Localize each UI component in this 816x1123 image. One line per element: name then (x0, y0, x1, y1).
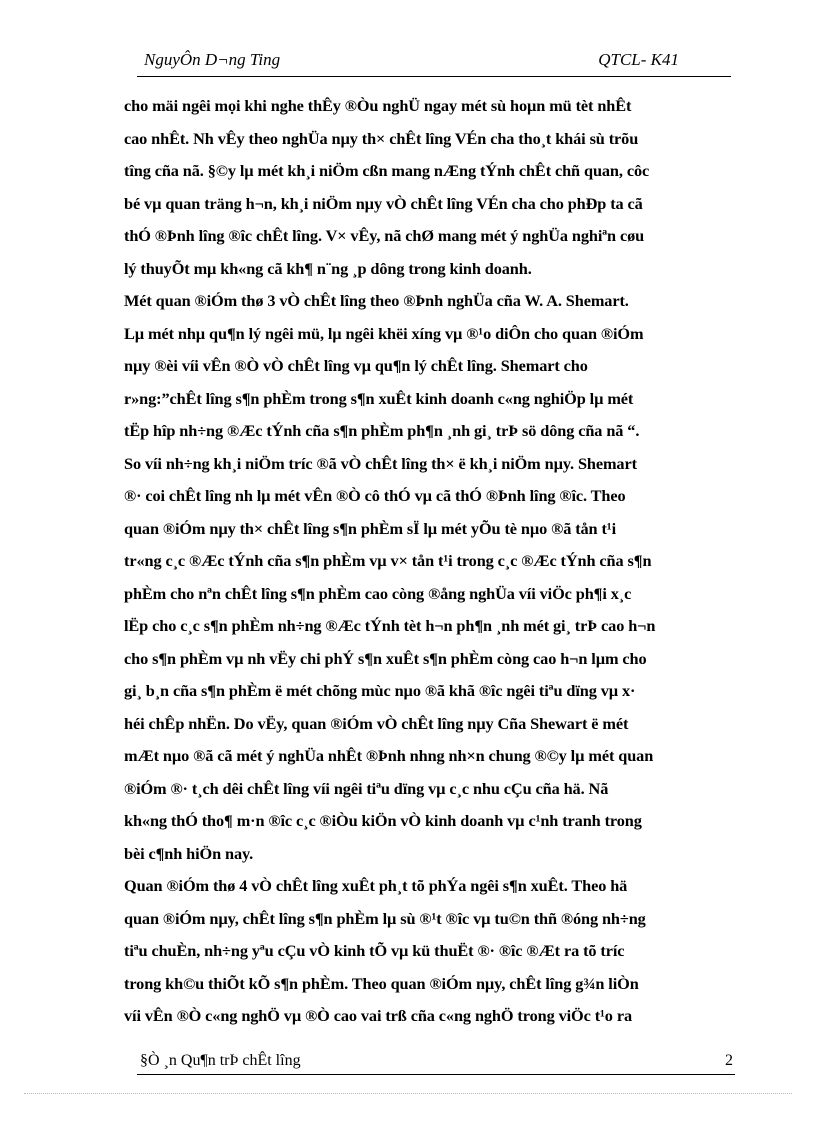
text-line: tîng cña nã. §©y lµ mét kh¸i niÖm cßn mang nÆng tÝnh chÊt chñ quan, côc (124, 161, 650, 180)
text-line: bèi c¶nh hiÖn nay. (124, 843, 254, 863)
text-line: So víi nh÷ng kh¸i niÖm tríc ®ã vÒ chÊt lîng th× ë kh¸i niÖm nµy. Shemart (124, 453, 637, 473)
text-line: víi vÊn ®Ò c«ng nghÖ vµ ®Ò cao vai trß cña c«ng nghÖ trong viÖc t¹o ra (124, 1006, 632, 1025)
page-header (137, 48, 731, 77)
text-line: lý thuyÕt mµ kh«ng cã kh¶ n¨ng ¸p dông trong kinh doanh. (124, 258, 532, 278)
text-line: r»ng:”chÊt lîng s¶n phÈm trong s¶n xuÊt kinh doanh c«ng nghiÖp lµ mét (124, 388, 634, 408)
text-line: phÈm cho nªn chÊt lîng s¶n phÈm cao còng ®ång nghÜa víi viÖc ph¶i x¸c (124, 583, 632, 603)
text-line: Lµ mét nhµ qu¶n lý ngêi mü, lµ ngêi khëi xíng vµ ®¹o diÔn cho quan ®iÓm (124, 323, 644, 343)
text-line: cao nhÊt. Nh vÊy theo nghÜa nµy th× chÊt lîng VÉn cha tho¸t khái sù trõu (124, 128, 639, 148)
text-line: tiªu chuÈn, nh÷ng yªu cÇu vÒ kinh tÕ vµ kü thuËt ®· ®îc ®Æt ra tõ tríc (124, 941, 625, 960)
text-line: quan ®iÓm nµy th× chÊt lîng s¶n phÈm sÏ lµ mét yÕu tè nµo ®ã tån t¹i (124, 518, 617, 538)
page-footer (137, 1050, 735, 1075)
text-line: nµy ®èi víi vÊn ®Ò vÒ chÊt lîng vµ qu¶n lý chÊt lîng. Shemart cho (124, 356, 588, 375)
footer-title: §Ò ¸n Qu¶n trÞ chÊt lîng (140, 1052, 301, 1069)
text-line: Quan ®iÓm thø 4 vÒ chÊt lîng xuÊt ph¸t tõ phÝa ngêi s¶n xuÊt. Theo hä (124, 876, 628, 895)
body-text (124, 90, 774, 1033)
header-course: QTCL- K41 (598, 50, 679, 69)
text-line: ®· coi chÊt lîng nh lµ mét vÊn ®Ò cô thÓ vµ cã thÓ ®Þnh lîng ®îc. Theo (124, 486, 626, 505)
text-line: bé vµ quan träng h¬n, kh¸i niÖm nµy vÒ chÊt lîng VÉn cha cho phÐp ta cã (124, 193, 643, 213)
text-line: kh«ng thÓ tho¶ m·n ®îc c¸c ®iÒu kiÖn vÒ kinh doanh vµ c¹nh tranh trong (124, 811, 642, 830)
text-line: héi chÊp nhËn. Do vËy, quan ®iÓm vÒ chÊt lîng nµy Cña Shewart ë mét (124, 713, 629, 733)
text-line: mÆt nµo ®ã cã mét ý nghÜa nhÊt ®Þnh nhng nh×n chung ®©y lµ mét quan (124, 746, 654, 765)
text-line: trong kh©u thiÕt kÕ s¶n phÈm. Theo quan ®iÓm nµy, chÊt lîng g¾n liÒn (124, 973, 639, 993)
text-line: cho mäi ngêi mọi khi nghe thÊy ®Òu nghÜ ngay mét sù hoµn mü tèt nhÊt (124, 96, 632, 115)
text-line: thÓ ®Þnh lîng ®îc chÊt lîng. V× vÊy, nã chØ mang mét ý nghÜa nghiªn cøu (124, 226, 645, 245)
page-edge-divider (24, 1093, 792, 1094)
text-line: lËp cho c¸c s¶n phÈm nh÷ng ®Æc tÝnh tèt h¬n ph¶n ¸nh mét gi¸ trÞ cao h¬n (124, 616, 656, 635)
header-author: NguyÔn D¬ng Ting (144, 50, 281, 69)
text-line: cho s¶n phÈm vµ nh vËy chi phÝ s¶n xuÊt s¶n phÈm còng cao h¬n lµm cho (124, 648, 647, 668)
text-line: tr«ng c¸c ®Æc tÝnh cña s¶n phÈm vµ v× tån t¹i trong c¸c ®Æc tÝnh cña s¶n (124, 551, 652, 570)
text-line: tËp hîp nh÷ng ®Æc tÝnh cña s¶n phÈm ph¶n ¸nh gi¸ trÞ sö dông cña nã “. (124, 421, 640, 440)
page-number: 2 (725, 1052, 733, 1069)
text-line: Mét quan ®iÓm thø 3 vÒ chÊt lîng theo ®Þnh nghÜa cña W. A. Shemart. (124, 291, 629, 310)
text-line: gi¸ b¸n cña s¶n phÈm ë mét chõng mùc nµo ®ã khã ®îc ngêi tiªu dïng vµ x· (124, 681, 636, 700)
text-line: quan ®iÓm nµy, chÊt lîng s¶n phÈm lµ sù ®¹t ®îc vµ tu©n thñ ®óng nh÷ng (124, 908, 646, 928)
text-line: ®iÓm ®· t¸ch dêi chÊt lîng víi ngêi tiªu dïng vµ c¸c nhu cÇu cña hä. Nã (124, 778, 609, 798)
